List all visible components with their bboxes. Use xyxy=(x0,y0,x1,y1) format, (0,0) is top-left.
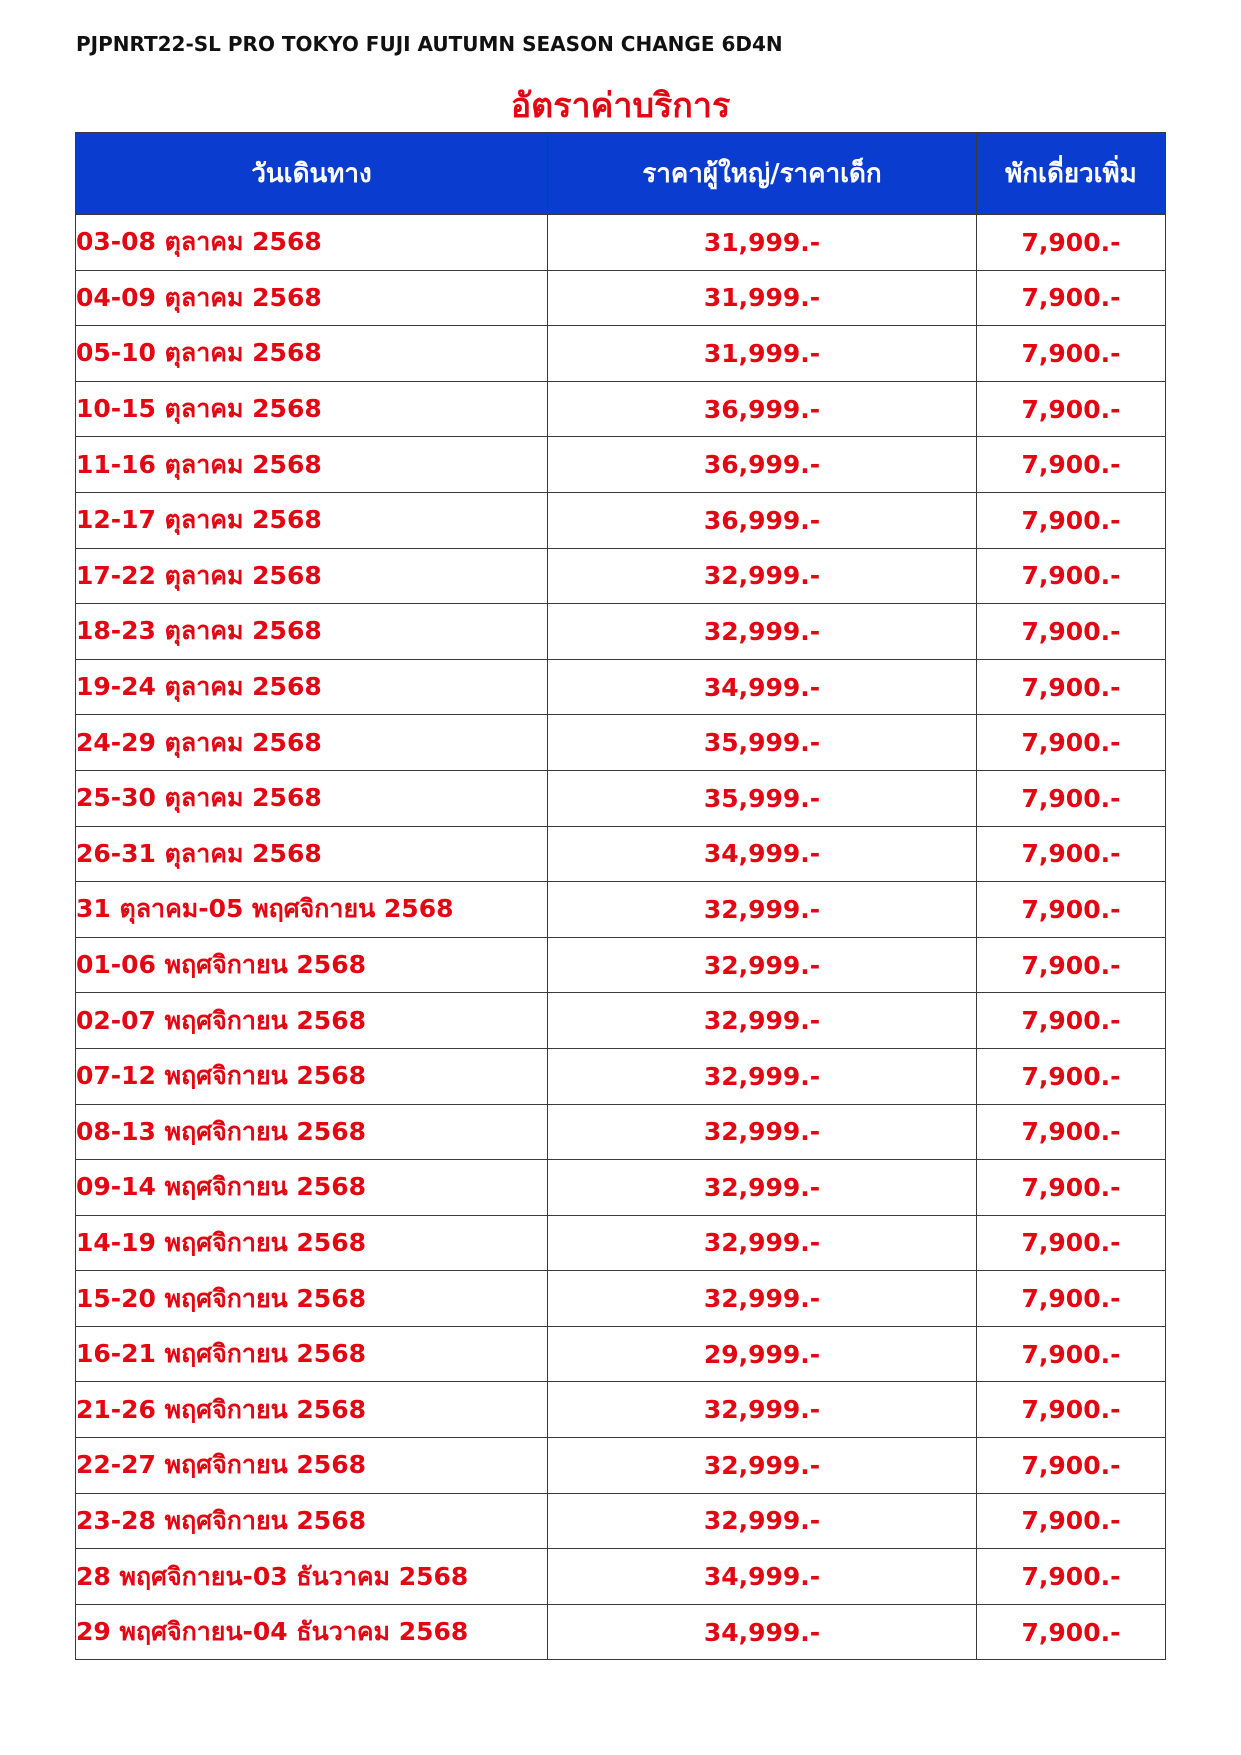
price-cell: 34,999.- xyxy=(548,659,977,715)
travel-date-cell: 09-14 พฤศจิกายน 2568 xyxy=(76,1160,548,1216)
single-supplement-cell: 7,900.- xyxy=(977,826,1166,882)
price-cell: 32,999.- xyxy=(548,1160,977,1216)
single-supplement-cell: 7,900.- xyxy=(977,604,1166,660)
price-cell: 32,999.- xyxy=(548,1493,977,1549)
table-row xyxy=(76,993,1166,1049)
single-supplement-cell: 7,900.- xyxy=(977,1326,1166,1382)
table-row xyxy=(76,937,1166,993)
travel-date-cell: 03-08 ตุลาคม 2568 xyxy=(76,215,548,271)
travel-date-cell: 10-15 ตุลาคม 2568 xyxy=(76,381,548,437)
single-supplement-cell: 7,900.- xyxy=(977,993,1166,1049)
travel-date-cell: 04-09 ตุลาคม 2568 xyxy=(76,270,548,326)
table-row xyxy=(76,882,1166,938)
price-cell: 35,999.- xyxy=(548,715,977,771)
header-single-supplement: พักเดี่ยวเพิ่ม xyxy=(977,133,1166,215)
travel-date-cell: 22-27 พฤศจิกายน 2568 xyxy=(76,1438,548,1494)
price-cell: 34,999.- xyxy=(548,1604,977,1660)
tour-code-title: PJPNRT22-SL PRO TOKYO FUJI AUTUMN SEASON CHANGE 6D4N xyxy=(76,32,783,56)
price-cell: 32,999.- xyxy=(548,1048,977,1104)
single-supplement-cell: 7,900.- xyxy=(977,1549,1166,1605)
header-row xyxy=(76,133,1166,215)
price-cell: 32,999.- xyxy=(548,1382,977,1438)
single-supplement-cell: 7,900.- xyxy=(977,715,1166,771)
single-supplement-cell: 7,900.- xyxy=(977,492,1166,548)
price-cell: 32,999.- xyxy=(548,1215,977,1271)
single-supplement-cell: 7,900.- xyxy=(977,937,1166,993)
table-row xyxy=(76,215,1166,271)
travel-date-cell: 26-31 ตุลาคม 2568 xyxy=(76,826,548,882)
price-cell: 36,999.- xyxy=(548,437,977,493)
table-row xyxy=(76,1604,1166,1660)
table-row xyxy=(76,381,1166,437)
travel-date-cell: 16-21 พฤศจิกายน 2568 xyxy=(76,1326,548,1382)
rates-title: อัตราค่าบริการ xyxy=(510,86,731,126)
price-cell: 32,999.- xyxy=(548,993,977,1049)
rates-table xyxy=(75,132,1166,1660)
travel-date-cell: 24-29 ตุลาคม 2568 xyxy=(76,715,548,771)
travel-date-cell: 02-07 พฤศจิกายน 2568 xyxy=(76,993,548,1049)
rates-table-header xyxy=(76,133,1166,215)
single-supplement-cell: 7,900.- xyxy=(977,882,1166,938)
table-row xyxy=(76,1215,1166,1271)
travel-date-cell: 18-23 ตุลาคม 2568 xyxy=(76,604,548,660)
table-row xyxy=(76,548,1166,604)
table-row xyxy=(76,1160,1166,1216)
table-row xyxy=(76,826,1166,882)
price-cell: 34,999.- xyxy=(548,826,977,882)
table-row xyxy=(76,1382,1166,1438)
table-row xyxy=(76,1104,1166,1160)
travel-date-cell: 15-20 พฤศจิกายน 2568 xyxy=(76,1271,548,1327)
price-cell: 32,999.- xyxy=(548,604,977,660)
price-cell: 36,999.- xyxy=(548,381,977,437)
travel-date-cell: 11-16 ตุลาคม 2568 xyxy=(76,437,548,493)
table-row xyxy=(76,1326,1166,1382)
single-supplement-cell: 7,900.- xyxy=(977,659,1166,715)
travel-date-cell: 21-26 พฤศจิกายน 2568 xyxy=(76,1382,548,1438)
single-supplement-cell: 7,900.- xyxy=(977,548,1166,604)
travel-date-cell: 25-30 ตุลาคม 2568 xyxy=(76,770,548,826)
single-supplement-cell: 7,900.- xyxy=(977,1271,1166,1327)
travel-date-cell: 28 พฤศจิกายน-03 ธันวาคม 2568 xyxy=(76,1549,548,1605)
table-row xyxy=(76,659,1166,715)
price-cell: 36,999.- xyxy=(548,492,977,548)
table-row xyxy=(76,1493,1166,1549)
table-row xyxy=(76,1438,1166,1494)
travel-date-cell: 31 ตุลาคม-05 พฤศจิกายน 2568 xyxy=(76,882,548,938)
travel-date-cell: 19-24 ตุลาคม 2568 xyxy=(76,659,548,715)
single-supplement-cell: 7,900.- xyxy=(977,381,1166,437)
single-supplement-cell: 7,900.- xyxy=(977,215,1166,271)
single-supplement-cell: 7,900.- xyxy=(977,1160,1166,1216)
single-supplement-cell: 7,900.- xyxy=(977,1604,1166,1660)
price-cell: 29,999.- xyxy=(548,1326,977,1382)
price-cell: 35,999.- xyxy=(548,770,977,826)
travel-date-cell: 17-22 ตุลาคม 2568 xyxy=(76,548,548,604)
travel-date-cell: 23-28 พฤศจิกายน 2568 xyxy=(76,1493,548,1549)
price-cell: 34,999.- xyxy=(548,1549,977,1605)
table-row xyxy=(76,1048,1166,1104)
table-row xyxy=(76,1549,1166,1605)
price-cell: 31,999.- xyxy=(548,215,977,271)
travel-date-cell: 05-10 ตุลาคม 2568 xyxy=(76,326,548,382)
table-row xyxy=(76,604,1166,660)
single-supplement-cell: 7,900.- xyxy=(977,1048,1166,1104)
price-cell: 32,999.- xyxy=(548,1104,977,1160)
price-cell: 32,999.- xyxy=(548,1438,977,1494)
price-cell: 32,999.- xyxy=(548,548,977,604)
rates-table-body xyxy=(76,215,1166,1660)
travel-date-cell: 12-17 ตุลาคม 2568 xyxy=(76,492,548,548)
single-supplement-cell: 7,900.- xyxy=(977,1438,1166,1494)
travel-date-cell: 14-19 พฤศจิกายน 2568 xyxy=(76,1215,548,1271)
single-supplement-cell: 7,900.- xyxy=(977,770,1166,826)
single-supplement-cell: 7,900.- xyxy=(977,1104,1166,1160)
header-adult-child-price: ราคาผู้ใหญ่/ราคาเด็ก xyxy=(548,133,977,215)
single-supplement-cell: 7,900.- xyxy=(977,326,1166,382)
table-row xyxy=(76,770,1166,826)
single-supplement-cell: 7,900.- xyxy=(977,270,1166,326)
travel-date-cell: 08-13 พฤศจิกายน 2568 xyxy=(76,1104,548,1160)
table-row xyxy=(76,492,1166,548)
table-row xyxy=(76,270,1166,326)
price-cell: 31,999.- xyxy=(548,326,977,382)
price-cell: 31,999.- xyxy=(548,270,977,326)
travel-date-cell: 07-12 พฤศจิกายน 2568 xyxy=(76,1048,548,1104)
price-cell: 32,999.- xyxy=(548,937,977,993)
travel-date-cell: 29 พฤศจิกายน-04 ธันวาคม 2568 xyxy=(76,1604,548,1660)
table-row xyxy=(76,1271,1166,1327)
price-cell: 32,999.- xyxy=(548,882,977,938)
single-supplement-cell: 7,900.- xyxy=(977,1215,1166,1271)
single-supplement-cell: 7,900.- xyxy=(977,437,1166,493)
single-supplement-cell: 7,900.- xyxy=(977,1493,1166,1549)
price-cell: 32,999.- xyxy=(548,1271,977,1327)
travel-date-cell: 01-06 พฤศจิกายน 2568 xyxy=(76,937,548,993)
table-row xyxy=(76,326,1166,382)
table-row xyxy=(76,715,1166,771)
single-supplement-cell: 7,900.- xyxy=(977,1382,1166,1438)
header-travel-date: วันเดินทาง xyxy=(76,133,548,215)
table-row xyxy=(76,437,1166,493)
